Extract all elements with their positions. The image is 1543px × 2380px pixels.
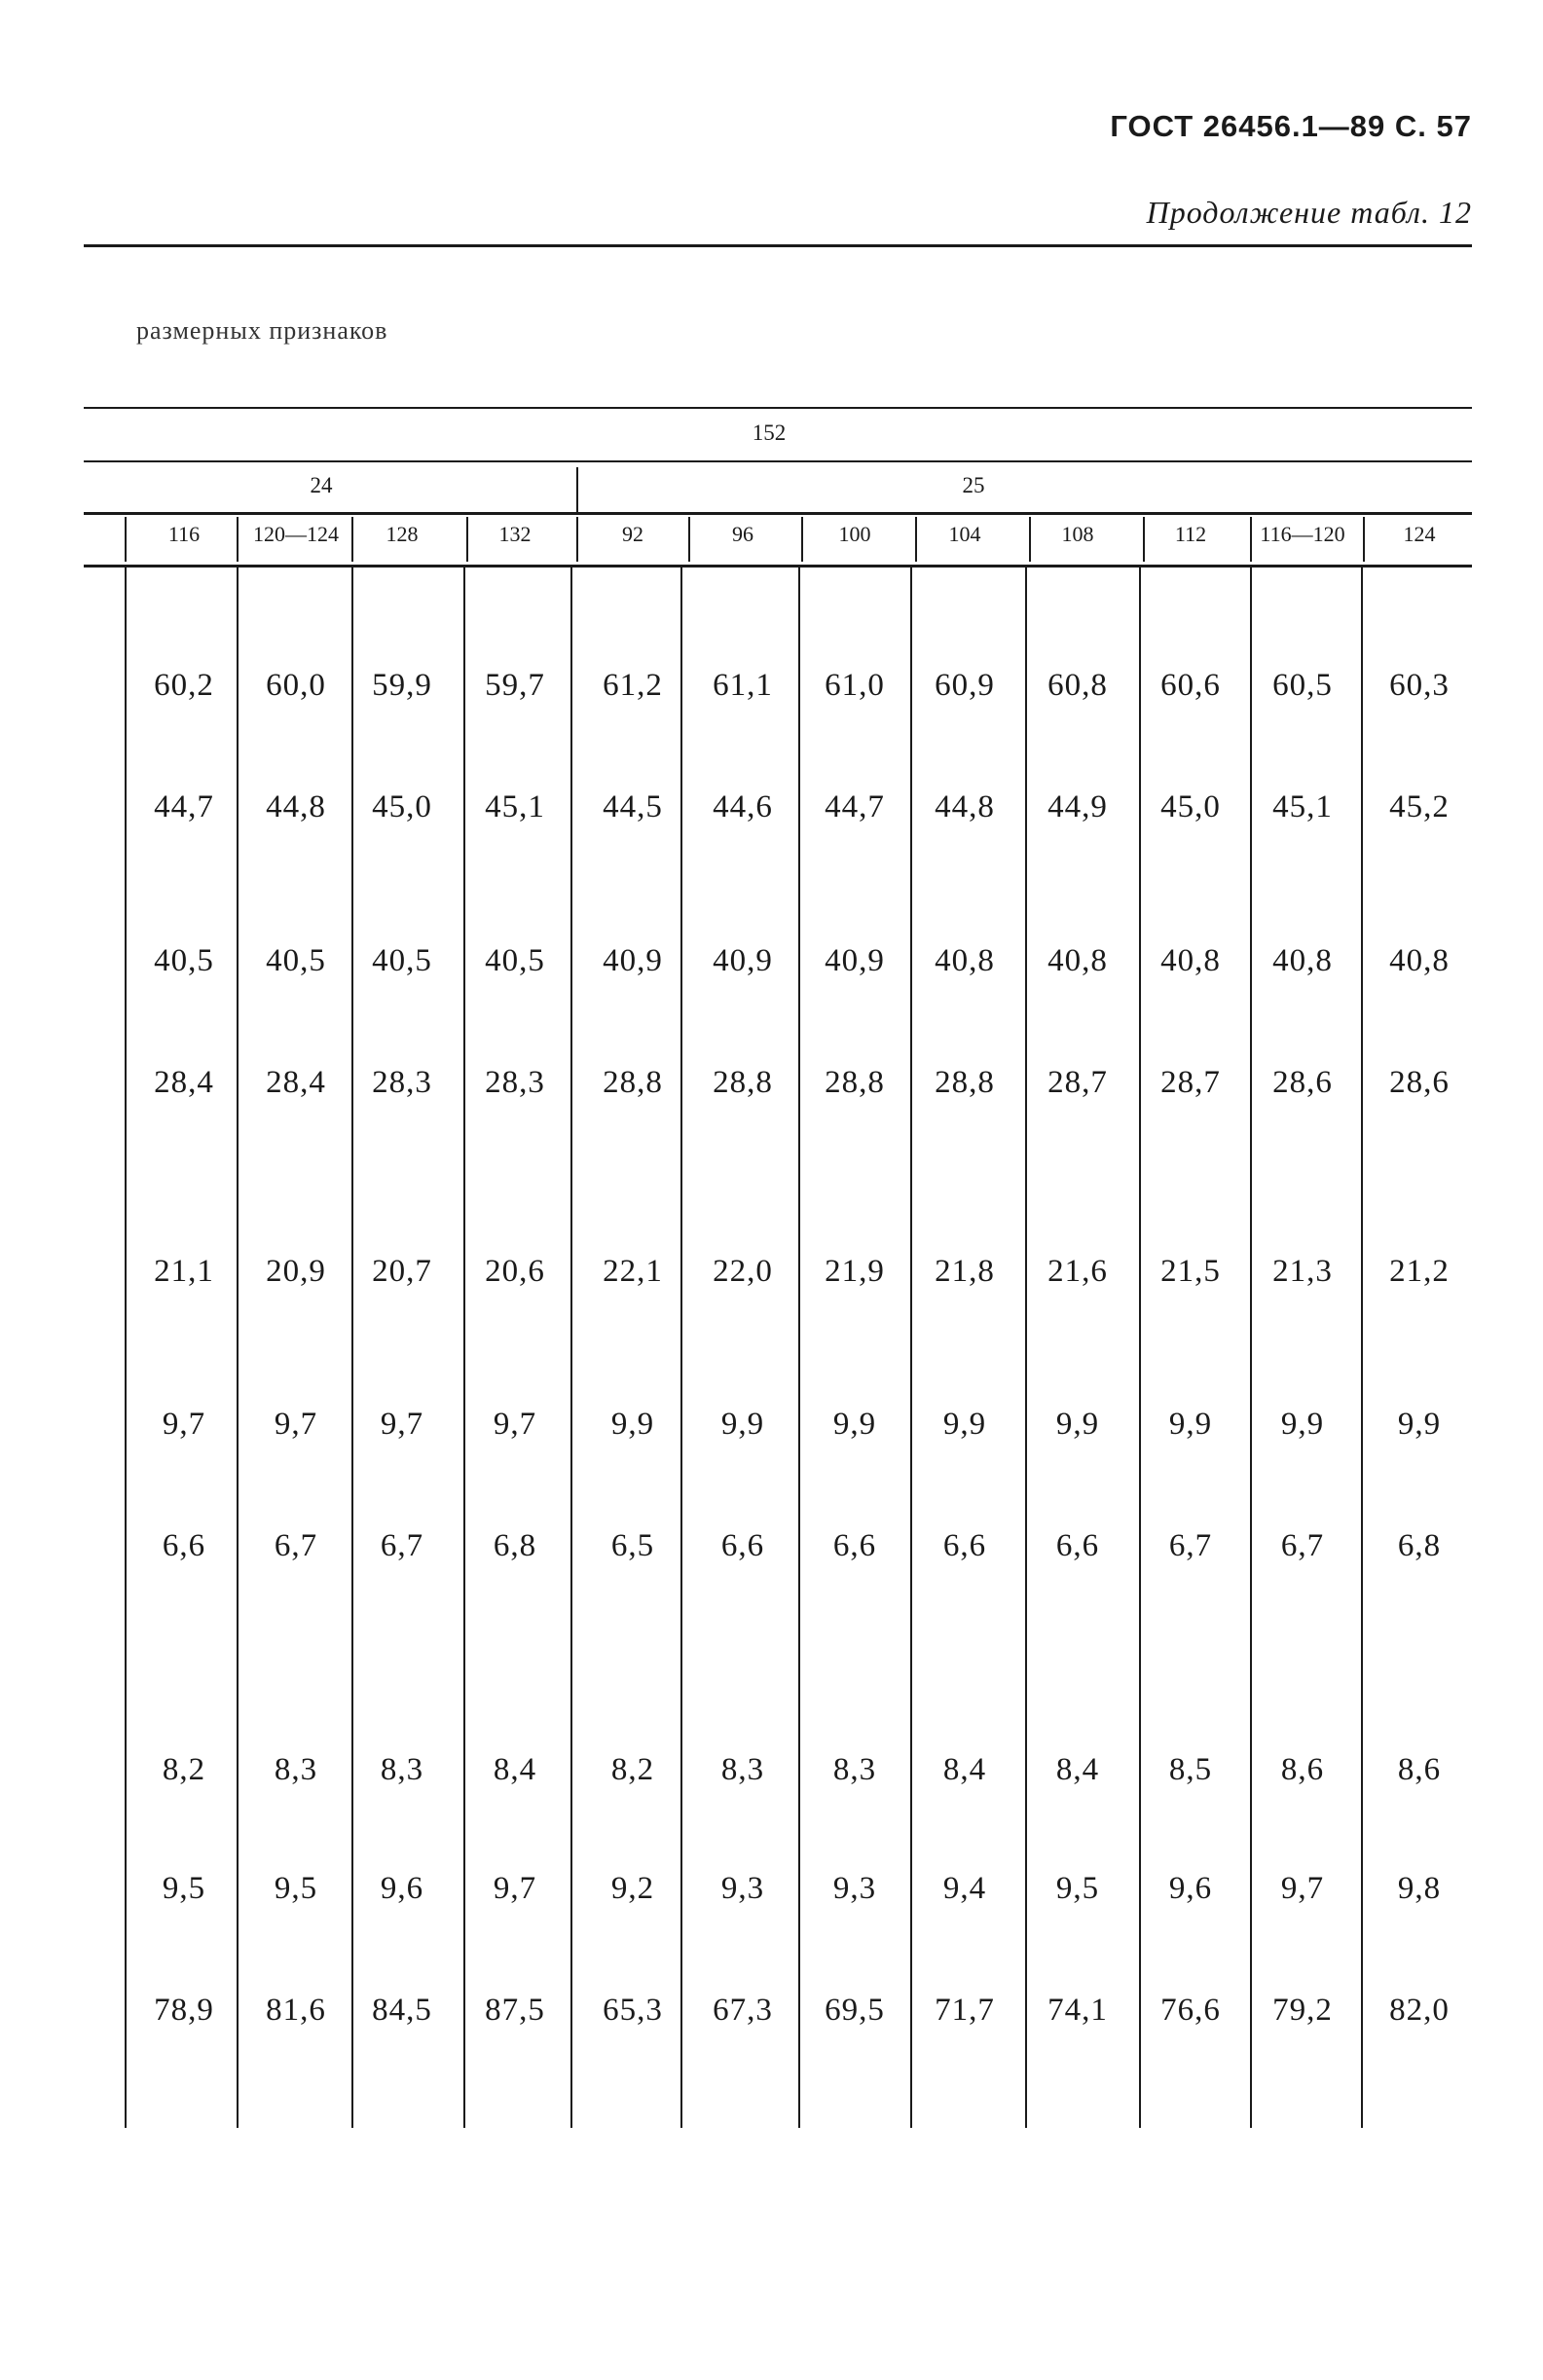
table-cell: 8,2 bbox=[162, 1752, 206, 1787]
table-cell: 20,6 bbox=[485, 1254, 545, 1289]
table-cell: 9,9 bbox=[610, 1407, 655, 1442]
table-cell: 44,7 bbox=[825, 789, 885, 824]
table-cell: 9,8 bbox=[1397, 1871, 1442, 1906]
table-cell: 40,5 bbox=[154, 943, 214, 978]
table-cell: 40,8 bbox=[1389, 943, 1450, 978]
table-cell: 8,3 bbox=[832, 1752, 877, 1787]
table-cell: 9,9 bbox=[1055, 1407, 1100, 1442]
column-header: 100 bbox=[838, 522, 871, 546]
table-cell: 8,4 bbox=[1055, 1752, 1100, 1787]
table-cell: 61,1 bbox=[713, 668, 773, 703]
level1-rule bbox=[84, 460, 1472, 462]
column-header: 92 bbox=[622, 522, 643, 546]
table-cell: 9,5 bbox=[1055, 1871, 1100, 1906]
table-cell: 28,4 bbox=[266, 1065, 326, 1100]
table-cell: 6,5 bbox=[610, 1528, 655, 1563]
table-cell: 6,6 bbox=[1055, 1528, 1100, 1563]
column-header: 116 bbox=[167, 522, 201, 546]
table-cell: 61,2 bbox=[603, 668, 663, 703]
table-cell: 59,7 bbox=[485, 668, 545, 703]
table-cell: 8,4 bbox=[942, 1752, 987, 1787]
table-cell: 28,8 bbox=[603, 1065, 663, 1100]
table-cell: 40,9 bbox=[713, 943, 773, 978]
group-label-24: 24 bbox=[310, 473, 333, 497]
table-subtitle: размерных признаков bbox=[136, 316, 388, 345]
table-cell: 21,6 bbox=[1047, 1254, 1108, 1289]
table-cell: 20,7 bbox=[372, 1254, 432, 1289]
table-cell: 61,0 bbox=[825, 668, 885, 703]
table-cell: 6,6 bbox=[720, 1528, 765, 1563]
column-header: 132 bbox=[498, 522, 532, 546]
column-header: 112 bbox=[1174, 522, 1207, 546]
table-cell: 9,3 bbox=[832, 1871, 877, 1906]
table-cell: 28,6 bbox=[1389, 1065, 1450, 1100]
column-divider bbox=[125, 567, 127, 2128]
table-cell: 9,3 bbox=[720, 1871, 765, 1906]
table-cell: 9,4 bbox=[942, 1871, 987, 1906]
table-cell: 6,7 bbox=[380, 1528, 424, 1563]
table-cell: 9,9 bbox=[1168, 1407, 1213, 1442]
table-cell: 45,1 bbox=[1272, 789, 1333, 824]
table-cell: 67,3 bbox=[713, 1993, 773, 2028]
table-cell: 44,5 bbox=[603, 789, 663, 824]
table-cell: 6,7 bbox=[1168, 1528, 1213, 1563]
table-cell: 9,7 bbox=[380, 1407, 424, 1442]
table-cell: 6,6 bbox=[942, 1528, 987, 1563]
table-cell: 6,6 bbox=[162, 1528, 206, 1563]
table-cell: 9,7 bbox=[493, 1871, 537, 1906]
table-cell: 28,6 bbox=[1272, 1065, 1333, 1100]
table-cell: 9,9 bbox=[1280, 1407, 1325, 1442]
table-cell: 28,8 bbox=[825, 1065, 885, 1100]
table-cell: 79,2 bbox=[1272, 1993, 1333, 2028]
table-cell: 8,3 bbox=[274, 1752, 318, 1787]
column-header: 120—124 bbox=[253, 522, 339, 546]
table-cell: 8,6 bbox=[1397, 1752, 1442, 1787]
table-cell: 21,2 bbox=[1389, 1254, 1450, 1289]
table-cell: 28,7 bbox=[1047, 1065, 1108, 1100]
table-cell: 9,7 bbox=[274, 1407, 318, 1442]
table-cell: 45,0 bbox=[1160, 789, 1221, 824]
table-cell: 9,9 bbox=[1397, 1407, 1442, 1442]
table-cell: 9,2 bbox=[610, 1871, 655, 1906]
table-continuation-label: Продолжение табл. 12 bbox=[1146, 195, 1472, 230]
table-cell: 28,8 bbox=[713, 1065, 773, 1100]
table-cell: 40,9 bbox=[603, 943, 663, 978]
column-header: 116—120 bbox=[1260, 522, 1345, 546]
table-cell: 78,9 bbox=[154, 1993, 214, 2028]
page-header-title: ГОСТ 26456.1—89 С. 57 bbox=[1110, 109, 1472, 143]
table-cell: 44,8 bbox=[935, 789, 995, 824]
table-cell: 28,8 bbox=[935, 1065, 995, 1100]
table-cell: 60,9 bbox=[935, 668, 995, 703]
table-cell: 60,0 bbox=[266, 668, 326, 703]
table-cell: 44,8 bbox=[266, 789, 326, 824]
table-cell: 28,3 bbox=[485, 1065, 545, 1100]
table-cell: 40,5 bbox=[372, 943, 432, 978]
table-cell: 82,0 bbox=[1389, 1993, 1450, 2028]
table-cell: 8,3 bbox=[720, 1752, 765, 1787]
column-header-rule bbox=[84, 565, 1472, 568]
table-cell: 44,9 bbox=[1047, 789, 1108, 824]
header-rule bbox=[84, 244, 1472, 247]
column-header-divider bbox=[125, 517, 127, 562]
table-top-rule bbox=[84, 407, 1472, 409]
table-cell: 9,9 bbox=[720, 1407, 765, 1442]
table-cell: 28,3 bbox=[372, 1065, 432, 1100]
table-cell: 9,7 bbox=[162, 1407, 206, 1442]
height-group-label: 152 bbox=[752, 421, 787, 445]
table-cell: 60,6 bbox=[1160, 668, 1221, 703]
table-cell: 8,3 bbox=[380, 1752, 424, 1787]
table-cell: 9,7 bbox=[493, 1407, 537, 1442]
column-header: 96 bbox=[732, 522, 753, 546]
table-cell: 28,7 bbox=[1160, 1065, 1221, 1100]
table-cell: 20,9 bbox=[266, 1254, 326, 1289]
table-cell: 44,7 bbox=[154, 789, 214, 824]
table-cell: 6,6 bbox=[832, 1528, 877, 1563]
table-cell: 21,9 bbox=[825, 1254, 885, 1289]
table-cell: 45,0 bbox=[372, 789, 432, 824]
column-header: 104 bbox=[948, 522, 981, 546]
table-cell: 45,1 bbox=[485, 789, 545, 824]
table-cell: 6,8 bbox=[493, 1528, 537, 1563]
table-cell: 21,5 bbox=[1160, 1254, 1221, 1289]
table-cell: 6,7 bbox=[1280, 1528, 1325, 1563]
column-header: 124 bbox=[1403, 522, 1436, 546]
table-cell: 9,6 bbox=[380, 1871, 424, 1906]
table-cell: 74,1 bbox=[1047, 1993, 1108, 2028]
table-cell: 8,6 bbox=[1280, 1752, 1325, 1787]
table-cell: 8,4 bbox=[493, 1752, 537, 1787]
table-cell: 40,5 bbox=[485, 943, 545, 978]
table-cell: 76,6 bbox=[1160, 1993, 1221, 2028]
table-cell: 84,5 bbox=[372, 1993, 432, 2028]
table-cell: 40,5 bbox=[266, 943, 326, 978]
table-cell: 9,9 bbox=[832, 1407, 877, 1442]
table-cell: 9,5 bbox=[162, 1871, 206, 1906]
table-cell: 60,3 bbox=[1389, 668, 1450, 703]
table-cell: 22,1 bbox=[603, 1254, 663, 1289]
table-cell: 60,8 bbox=[1047, 668, 1108, 703]
column-divider bbox=[798, 567, 800, 2128]
group-divider bbox=[576, 467, 578, 512]
group-label-25: 25 bbox=[962, 473, 985, 497]
column-header: 128 bbox=[386, 522, 419, 546]
table-cell: 8,2 bbox=[610, 1752, 655, 1787]
table-cell: 21,8 bbox=[935, 1254, 995, 1289]
table-cell: 69,5 bbox=[825, 1993, 885, 2028]
table-cell: 71,7 bbox=[935, 1993, 995, 2028]
table-cell: 65,3 bbox=[603, 1993, 663, 2028]
table-cell: 9,7 bbox=[1280, 1871, 1325, 1906]
table-cell: 6,7 bbox=[274, 1528, 318, 1563]
column-header-divider bbox=[576, 517, 578, 562]
table-cell: 40,8 bbox=[1047, 943, 1108, 978]
table-cell: 9,5 bbox=[274, 1871, 318, 1906]
table-cell: 9,6 bbox=[1168, 1871, 1213, 1906]
column-divider bbox=[570, 567, 572, 2128]
table-cell: 45,2 bbox=[1389, 789, 1450, 824]
table-cell: 40,9 bbox=[825, 943, 885, 978]
table-cell: 60,2 bbox=[154, 668, 214, 703]
table-cell: 81,6 bbox=[266, 1993, 326, 2028]
column-divider bbox=[1361, 567, 1363, 2128]
table-cell: 21,3 bbox=[1272, 1254, 1333, 1289]
table-cell: 60,5 bbox=[1272, 668, 1333, 703]
table-cell: 22,0 bbox=[713, 1254, 773, 1289]
table-cell: 87,5 bbox=[485, 1993, 545, 2028]
table-cell: 6,8 bbox=[1397, 1528, 1442, 1563]
table-cell: 44,6 bbox=[713, 789, 773, 824]
table-cell: 40,8 bbox=[1272, 943, 1333, 978]
table-cell: 59,9 bbox=[372, 668, 432, 703]
column-header-divider bbox=[1363, 517, 1365, 562]
table-cell: 28,4 bbox=[154, 1065, 214, 1100]
column-header: 108 bbox=[1061, 522, 1094, 546]
table-cell: 40,8 bbox=[935, 943, 995, 978]
table-cell: 21,1 bbox=[154, 1254, 214, 1289]
table-cell: 8,5 bbox=[1168, 1752, 1213, 1787]
table-cell: 40,8 bbox=[1160, 943, 1221, 978]
level2-rule bbox=[84, 512, 1472, 515]
table-cell: 9,9 bbox=[942, 1407, 987, 1442]
